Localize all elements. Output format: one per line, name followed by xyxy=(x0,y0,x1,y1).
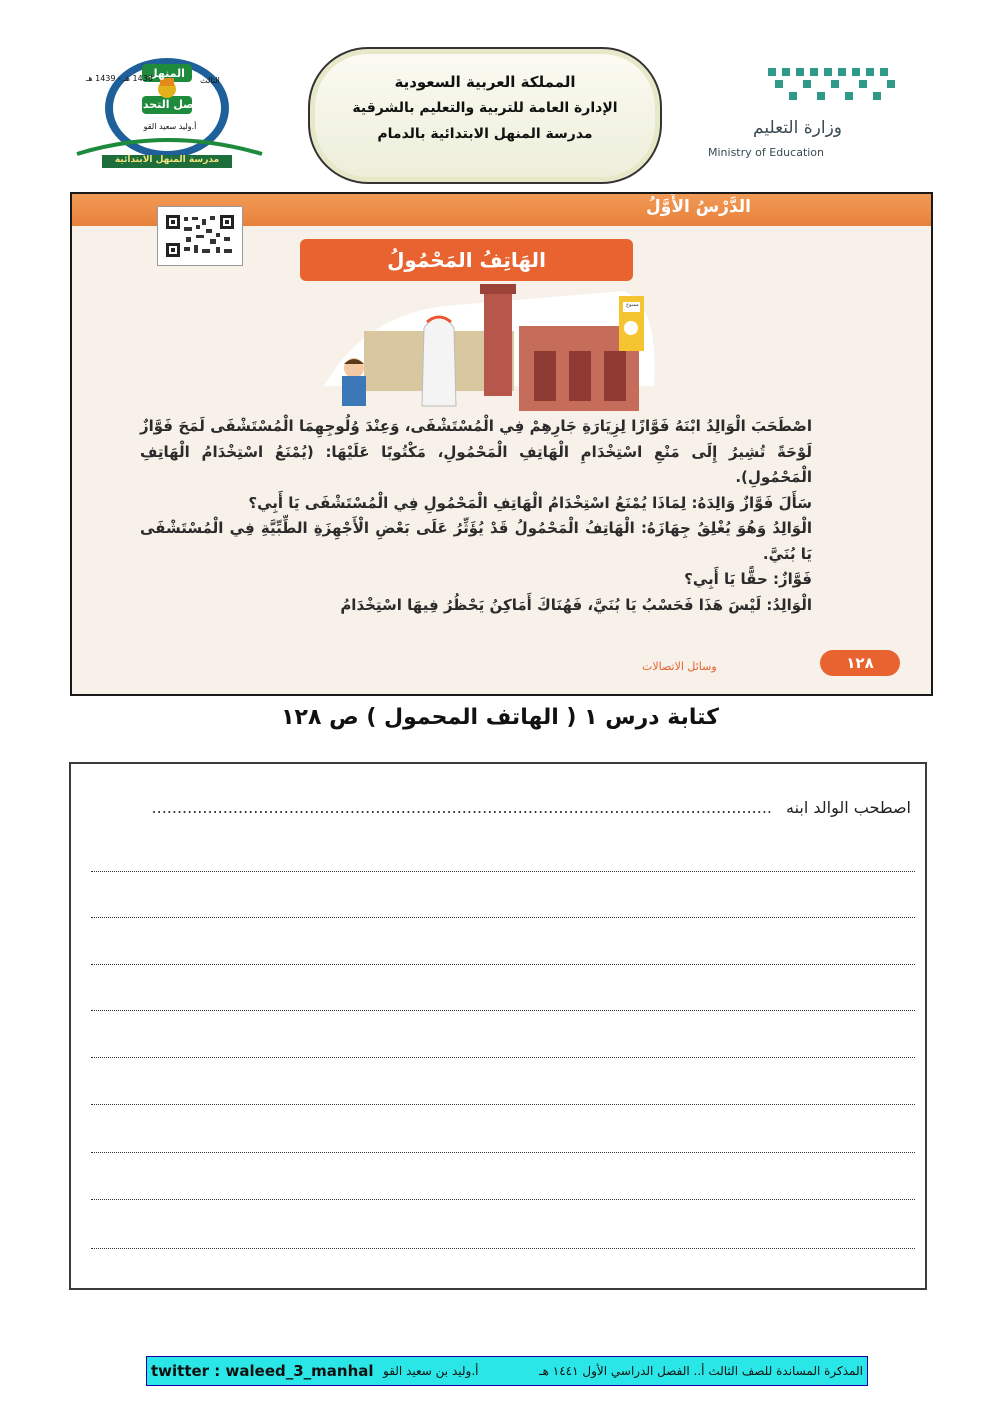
hospital-sign: ممنوع xyxy=(626,302,639,308)
writing-start-text: اصطحب الوالد ابنه xyxy=(786,798,911,817)
logo-top-word: المنهل xyxy=(148,67,185,80)
book-page xyxy=(70,192,933,696)
ministry-name-ar: وزارة التعليم xyxy=(753,118,842,138)
writing-line[interactable] xyxy=(91,1103,915,1105)
footer-text: المذكرة المساندة للصف الثالث أ.. الفصل الدراسي الأول ١٤٤١ هـ xyxy=(539,1364,863,1378)
lesson-title: الهَاتِفُ المَحْمُولُ xyxy=(300,239,633,281)
writing-line[interactable] xyxy=(91,1056,915,1058)
writing-line[interactable] xyxy=(91,1247,915,1249)
lesson-text xyxy=(140,414,840,618)
book-chapter-name: وسائل الاتصالات xyxy=(642,660,717,673)
lesson-paragraph-4: فَوَّازٌ: حقًّا يَا أَبِي؟ xyxy=(684,570,812,588)
header-kingdom: المملكة العربية السعودية xyxy=(394,73,576,91)
writing-line[interactable] xyxy=(91,870,915,872)
book-page-number: ١٢٨ xyxy=(820,650,900,676)
logo-years: 1438 هـ - 1439 هـ xyxy=(86,74,153,83)
writing-line[interactable] xyxy=(91,1198,915,1200)
writing-line[interactable] xyxy=(91,963,915,965)
lesson-paragraph-2: سَأَلَ فَوَّازٌ وَالِدَهُ: لِمَاذَا يُمْنَعُ اسْتِخْدَامُ الْهَاتِفِ الْمَحْمُولِ فِي الْمُسْتَشْفَى يَا أَبِي؟ xyxy=(248,493,812,512)
qr-code-icon xyxy=(157,206,243,266)
lesson-paragraph-5: الْوَالِدُ: لَيْسَ هَذَا فَحَسْبُ يَا بُنَيَّ، فَهُنَاكَ أَمَاكِنُ يَحْظُرُ فِيهَا اسْتِخْدَامُ xyxy=(340,595,812,614)
header-box xyxy=(308,47,662,184)
header-directorate: الإدارة العامة للتربية والتعليم بالشرقية xyxy=(352,100,618,116)
school-logo xyxy=(72,56,267,171)
footer-twitter[interactable]: twitter : waleed_3_manhal xyxy=(151,1362,374,1380)
logo-school-name: مدرسة المنهل الابتدائية xyxy=(114,155,220,165)
lesson-paragraph-1: اصْطَحَبَ الْوَالِدُ ابْنَهُ فَوَّازًا لِزِيَارَةِ جَارِهِمْ فِي الْمُسْتَشْفَى، وَعِنْدَ وُلُوجِهِمَا الْمُسْتَشْفَى لَمَحَ فَوَّازٌ لَوْحَةً تُشِيرُ إِلَى مَنْعِ اسْتِخْدَامِ الْهَاتِفِ الْمَحْمُولِ، مَكْتُوبًا عَلَيْهَا: (يُمْنَعُ اسْتِخْدَامُ الْهَاتِفِ الْمَحْمُولِ). xyxy=(140,417,812,486)
ministry-name-en: Ministry of Education xyxy=(708,146,825,159)
logo-teacher: أ.وليد سعيد القو xyxy=(143,122,197,131)
writing-dots: .......................................................................................................................... xyxy=(151,798,773,817)
writing-first-line xyxy=(144,798,911,817)
lesson-label: الدَّرْسُ الأَوَّلُ xyxy=(646,197,751,217)
header-school: مدرسة المنهل الابتدائية بالدمام xyxy=(377,126,593,142)
logo-grade: الثالث xyxy=(200,76,220,85)
writing-line[interactable] xyxy=(91,1151,915,1153)
writing-line[interactable] xyxy=(91,1009,915,1011)
logo-class-name: فصل التحدي xyxy=(132,98,202,111)
writing-line[interactable] xyxy=(91,916,915,918)
writing-area xyxy=(69,762,927,1290)
lesson-paragraph-3: الْوَالِدُ وَهُوَ يُغْلِقُ جِهَازَهُ: الْهَاتِفُ الْمَحْمُولُ قَدْ يُؤَثِّرُ عَلَى بَعْضِ الْأَجْهِزَةِ الطِّبِّيَّةِ فِي الْمُسْتَشْفَى يَا بُنَيَّ. xyxy=(140,519,812,563)
footer-author: أ.وليد بن سعيد القو xyxy=(383,1364,479,1378)
lesson-illustration xyxy=(324,276,664,414)
assignment-title: كتابة درس ١ ( الهاتف المحمول ) ص ١٢٨ xyxy=(281,705,719,730)
footer-bar xyxy=(146,1356,868,1386)
